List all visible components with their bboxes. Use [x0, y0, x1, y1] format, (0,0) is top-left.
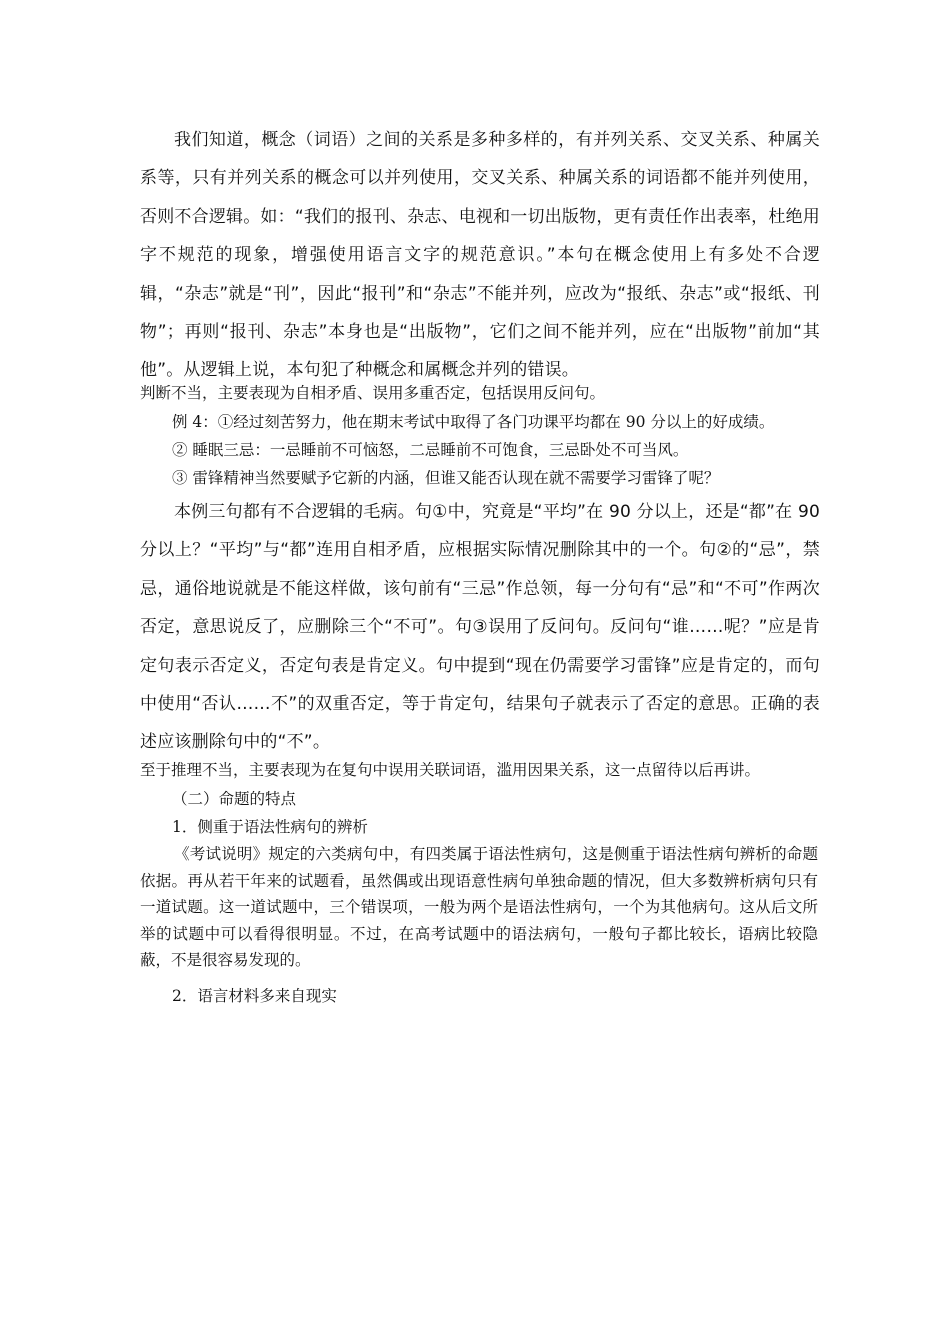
- judgment-line: 判断不当，主要表现为自相矛盾、误用多重否定，包括误用反问句。: [140, 384, 606, 402]
- item1-paragraph-text: 《考试说明》规定的六类病句中，有四类属于语法性病句，这是侧重于语法性病句辨析的命题依据。再从若干年来的试题看，虽然偶或出现语意性病句单独命题的情况，但大多数辨析病句只有一道试题。这一道试题中，三个错误项，一般为两个是语法性病句，一个为其他病句。这从后文所举的试题中可以看得很明显。不过，在高考试题中的语法病句，一般句子都比较长，语病比较隐蔽，不是很容易发现的。: [140, 845, 818, 969]
- item1-paragraph: [140, 841, 818, 974]
- concept-relation-text: 我们知道，概念（词语）之间的关系是多种多样的，有并列关系、交叉关系、种属关系等，只有并列关系的概念可以并列使用，交叉关系、种属关系的词语都不能并列使用，否则不合逻辑。如：“我们的报刊、杂志、电视和一切出版物，更有责任作出表率，杜绝用字不规范的现象，增强使用语言文字的规范意识。”本句在概念使用上有多处不合逻辑，“杂志”就是“刊”，因此“报刊”和“杂志”不能并列，应改为“报纸、杂志”或“报纸、刊物”；再则“报刊、杂志”本身也是“出版物”，它们之间不能并列，应在“出版物”前加“其他”。从逻辑上说，本句犯了种概念和属概念并列的错误。: [140, 130, 820, 381]
- concept-relation-paragraph: [140, 121, 820, 390]
- example4-analysis-text: 本例三句都有不合逻辑的毛病。句①中，究竟是“平均”在 90 分以上，还是“都”在 90 分以上？“平均”与“都”连用自相矛盾，应根据实际情况删除其中的一个。句②的“忌”，禁忌，通俗地说就是不能这样做，该句前有“三忌”作总领，每一分句有“忌”和“不可”作两次否定，意思说反了，应删除三个“不可”。句③误用了反问句。反问句“谁……呢？”应是肯定句表示否定义，否定句表是肯定义。句中提到“现在仍需要学习雷锋”应是肯定的，而句中使用“否认……不”的双重否定，等于肯定句，结果句子就表示了否定的意思。正确的表述应该删除句中的“不”。: [140, 502, 820, 753]
- example4-line3: ③ 雷锋精神当然要赋予它新的内涵，但谁又能否认现在就不需要学习雷锋了呢？: [172, 469, 720, 487]
- item1-heading: 1．侧重于语法性病句的辨析: [172, 818, 368, 836]
- item2-heading: 2．语言材料多来自现实: [172, 987, 337, 1005]
- example4-analysis-paragraph: [140, 493, 820, 762]
- example4-line1: 例 4：①经过刻苦努力，他在期末考试中取得了各门功课平均都在 90 分以上的好成绩。: [172, 413, 775, 431]
- reasoning-line: 至于推理不当，主要表现为在复句中误用关联词语，滥用因果关系，这一点留待以后再讲。: [140, 761, 761, 779]
- section-heading: （二）命题的特点: [172, 790, 297, 808]
- example4-line2: ② 睡眠三忌：一忌睡前不可恼怒，二忌睡前不可饱食，三忌卧处不可当风。: [172, 441, 689, 459]
